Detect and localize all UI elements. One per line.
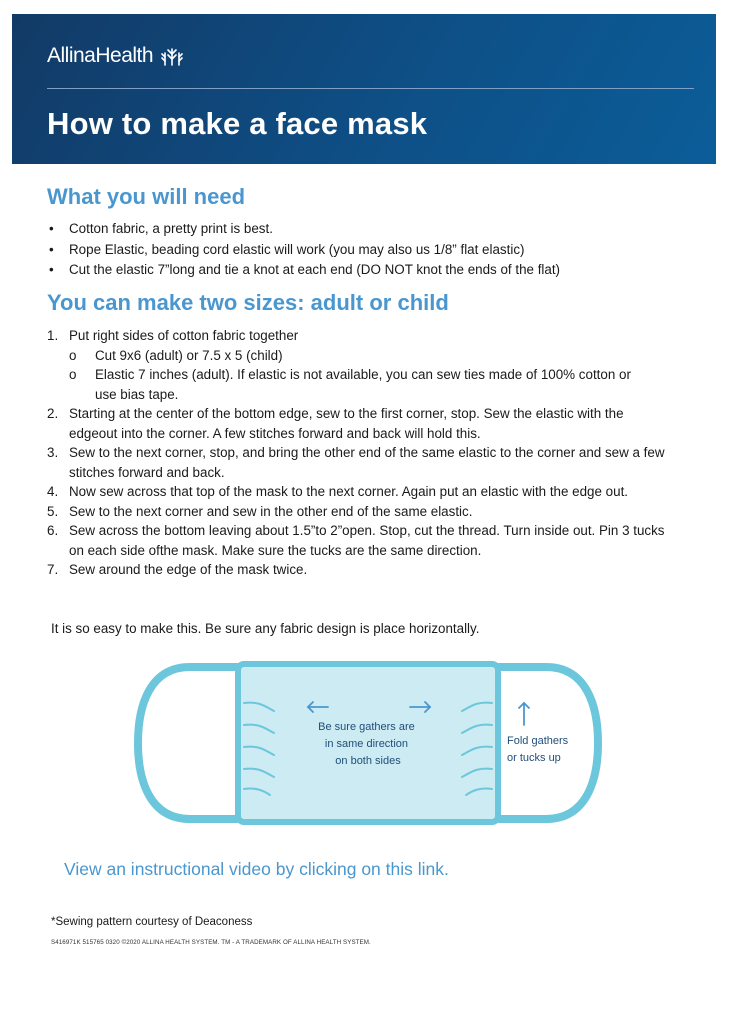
sizes-heading: You can make two sizes: adult or child xyxy=(47,290,449,315)
step-item xyxy=(47,560,667,580)
diagram-center-label: Be sure gathers are in same direction on both sides xyxy=(318,721,415,767)
step-item xyxy=(47,443,667,482)
step-text: Put right sides of cotton fabric together xyxy=(69,328,299,343)
header-banner xyxy=(12,14,716,164)
step-text: Starting at the center of the bottom edge, sew to the first corner, stop. Sew the elastic with the edgeout into the corner. A few stitches forward and back will hold this. xyxy=(69,406,624,441)
step-number: 3. xyxy=(47,445,59,460)
step-text: Sew to the next corner and sew in the other end of the same elastic. xyxy=(69,503,473,519)
step-number: 7. xyxy=(47,562,59,577)
wheat-logo-icon xyxy=(161,46,183,66)
step-number: 4. xyxy=(47,484,59,499)
sub-step-marker: o xyxy=(69,347,77,363)
legal-footer: S416971K 515765 0320 ©2020 ALLINA HEALTH SYSTEM. TM - A TRADEMARK OF ALLINA HEALTH SYSTEM. xyxy=(51,939,371,946)
list-item: • Rope Elastic, beading cord elastic will work (you may also us 1/8” flat elastic) xyxy=(47,240,560,261)
design-note: It is so easy to make this. Be sure any fabric design is place horizontally. xyxy=(51,621,480,636)
brand-name: AllinaHealth xyxy=(47,44,154,67)
step-item xyxy=(47,521,667,560)
steps-list xyxy=(47,326,667,580)
page-title: How to make a face mask xyxy=(47,106,428,141)
step-item xyxy=(47,404,667,443)
step-item xyxy=(47,326,667,346)
step-number: 6. xyxy=(47,523,59,538)
brand-logo xyxy=(47,44,183,68)
step-number: 1. xyxy=(47,328,59,343)
sub-step-item xyxy=(47,365,667,404)
step-text: Now sew across that top of the mask to the next corner. Again put an elastic with the edge out. xyxy=(69,484,629,499)
step-number: 5. xyxy=(47,503,59,519)
needs-heading: What you will need xyxy=(47,184,246,209)
diagram-side-label: Fold gathers or tucks up xyxy=(507,735,569,764)
video-link[interactable]: View an instructional video by clicking on this link. xyxy=(64,859,449,879)
sub-step-marker: o xyxy=(69,367,77,382)
header-divider xyxy=(47,88,694,89)
arrow-up-icon xyxy=(519,703,529,725)
pattern-credit: *Sewing pattern courtesy of Deaconess xyxy=(51,916,253,928)
list-item: • Cut the elastic 7”long and tie a knot at each end (DO NOT knot the ends of the flat) xyxy=(47,260,560,281)
sub-step-text: Cut 9x6 (adult) or 7.5 x 5 (child) xyxy=(95,347,283,363)
step-text: Sew across the bottom leaving about 1.5”to 2”open. Stop, cut the thread. Turn inside out. Pin 3 tucks on each side ofthe mask. Make sure the tucks are the same direction. xyxy=(69,523,665,558)
left-elastic-loop xyxy=(138,667,240,819)
needs-list xyxy=(47,219,560,281)
step-text: Sew around the edge of the mask twice. xyxy=(69,562,308,577)
step-text: Sew to the next corner, stop, and bring the other end of the same elastic to the corner and sew a few stitches forward and back. xyxy=(69,445,665,480)
step-number: 2. xyxy=(47,406,59,421)
mask-diagram xyxy=(132,655,604,831)
list-item: • Cotton fabric, a pretty print is best. xyxy=(47,219,560,240)
sub-step-item xyxy=(47,346,667,366)
step-item xyxy=(47,482,667,502)
sub-step-text: Elastic 7 inches (adult). If elastic is not available, you can sew ties made of 100% cotton or use bias tape. xyxy=(95,367,631,402)
step-item xyxy=(47,502,667,522)
